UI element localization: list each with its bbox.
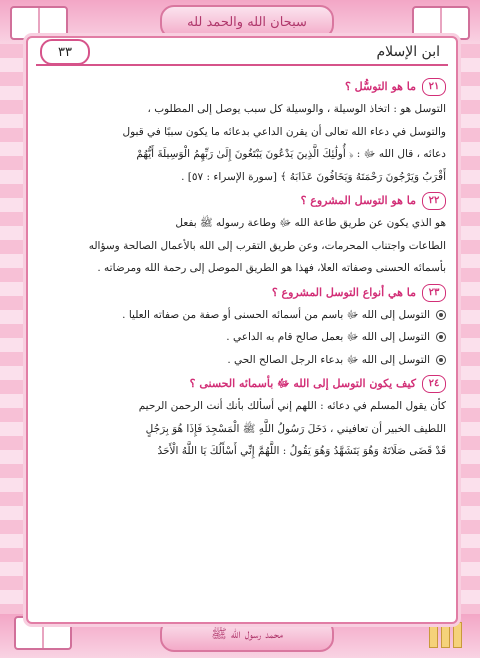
bottom-calligraphy-banner: محمد رسول الله ﷺ xyxy=(160,618,334,652)
question-number: ٢٣ xyxy=(422,284,446,302)
list-item-text: التوسل إلى الله ﷻ بدعاء الرجل الصالح الحي . xyxy=(227,353,430,366)
bullet-icon xyxy=(436,310,446,320)
answer-line: دعائه ، قال الله ﷻ : ﴿ أُولَٰئِكَ الَّذِينَ يَدْعُونَ يَبْتَغُونَ إِلَىٰ رَبِّهِمُ الْوَسِيلَةَ أَيُّهُمْ xyxy=(136,148,446,160)
list-item xyxy=(40,326,446,349)
question-number: ٢٢ xyxy=(422,192,446,210)
question-heading xyxy=(40,190,446,212)
candle-icon xyxy=(441,622,450,648)
question-heading xyxy=(40,373,446,395)
page-number: ٣٣ xyxy=(40,39,90,65)
answer-line: كأن يقول المسلم في دعائه : اللهم إني أسألك بأنك أنت الرحمن الرحيم xyxy=(138,400,446,412)
answer-line: والتوسل في دعاء الله تعالى أن يقرن الداعي بدعائه ما يكون سببًا في قبول xyxy=(122,125,446,138)
answer-line: بأسمائه الحسنى وصفاته العلا، فهذا هو الطريق الموصل إلى رحمة الله ومرضاته . xyxy=(97,262,446,274)
list-item xyxy=(40,304,446,327)
answer-line: التوسل هو : اتخاذ الوسيلة ، والوسيلة كل سبب يوصل إلى المطلوب ، xyxy=(147,103,446,115)
question-heading xyxy=(40,282,446,304)
bullet-list xyxy=(40,304,446,372)
answer-line: هو الذي يكون عن طريق طاعة الله ﷻ وطاعة رسوله ﷺ بفعل xyxy=(175,217,446,229)
answer-line: اللطيف الخبير أن تعافيني ، دَخَلَ رَسُولُ اللَّهِ ﷺ الْمَسْجِدَ فَإِذَا هُوَ بِرَجُلٍ xyxy=(145,422,446,435)
list-item-text: التوسل إلى الله ﷻ باسم من أسمائه الحسنى أو صفة من صفاته العليا . xyxy=(122,308,430,321)
question-number: ٢١ xyxy=(422,78,446,96)
answer-line: قَدْ قَضَى صَلَاتَهُ وَهُوَ يَتَشَهَّدُ وَهُوَ يَقُولُ : اللَّهُمَّ إِنِّي أَسْأَلُكَ يَا اللَّهُ الْأَحَدُ xyxy=(157,445,446,457)
question-heading xyxy=(40,76,446,98)
answer-line: الطاعات واجتناب المحرمات، وعن طريق التقرب إلى الله بالأعمال الصالحة وسؤاله xyxy=(88,239,446,252)
list-item xyxy=(40,349,446,372)
open-book-icon xyxy=(412,6,470,40)
candle-icon xyxy=(429,622,438,648)
bullet-icon xyxy=(436,355,446,365)
question-text: ما هي أنواع التوسل المشروع ؟ xyxy=(271,285,416,299)
open-book-icon xyxy=(10,6,68,40)
top-calligraphy-banner: سبحان الله والحمد لله xyxy=(160,5,334,39)
frame-left-border xyxy=(0,44,26,614)
question-text: ما هو التوسُّل ؟ xyxy=(344,80,416,93)
question-text: كيف يكون التوسل إلى الله ﷻ بأسمائه الحسنى ؟ xyxy=(189,377,416,390)
page-header xyxy=(36,40,448,66)
question-text: ما هو التوسل المشروع ؟ xyxy=(300,194,416,207)
book-page xyxy=(26,36,458,624)
list-item-text: التوسل إلى الله ﷻ بعمل صالح قام به الداعي . xyxy=(226,331,430,343)
candles-decoration xyxy=(429,622,462,648)
bullet-icon xyxy=(436,332,446,342)
answer-line: أَقْرَبُ وَيَرْجُونَ رَحْمَتَهُ وَيَخَافُونَ عَذَابَهُ ﴾ [سورة الإسراء : ٥٧] . xyxy=(181,170,446,183)
candle-icon xyxy=(453,622,462,648)
book-title: ابن الإسلام xyxy=(376,44,440,60)
page-content xyxy=(40,74,446,614)
question-number: ٢٤ xyxy=(422,375,446,393)
